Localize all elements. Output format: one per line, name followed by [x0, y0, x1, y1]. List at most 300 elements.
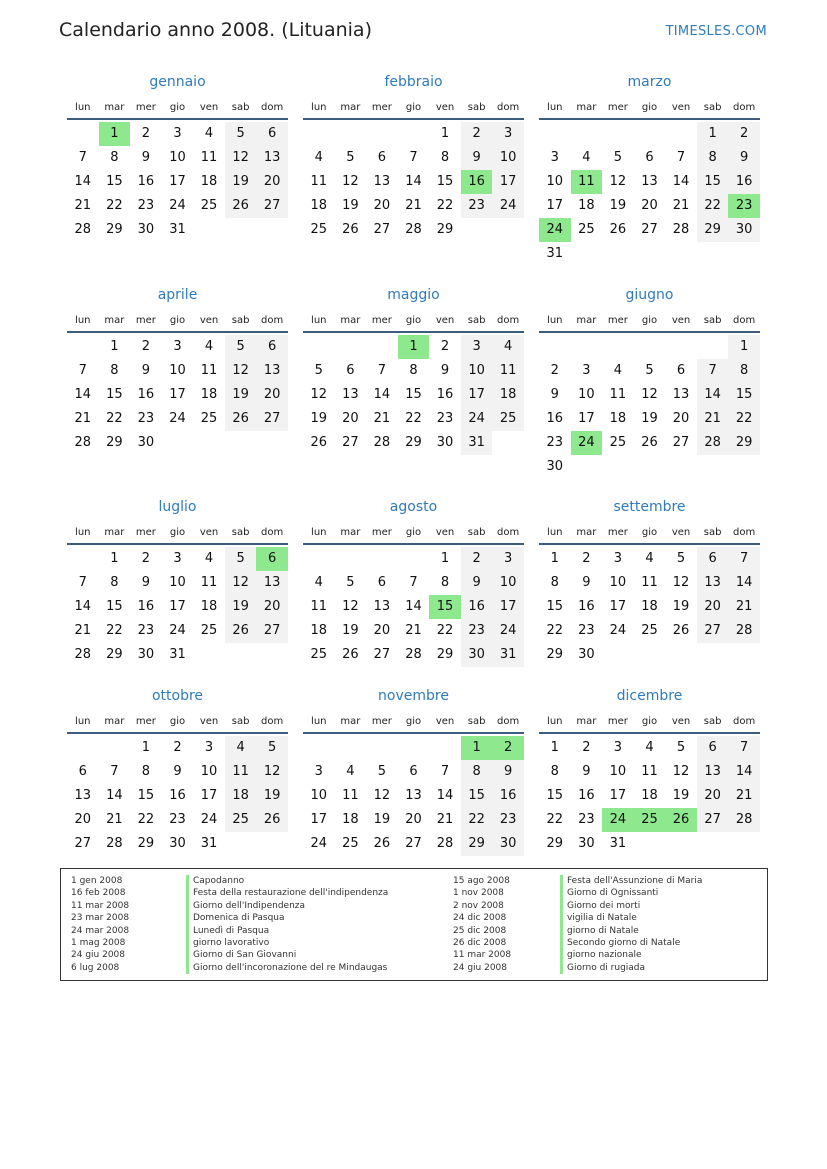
day-cell[interactable]: 14: [728, 571, 760, 595]
day-cell[interactable]: 1: [550, 551, 559, 566]
day-cell[interactable]: 23: [578, 623, 595, 638]
day-cell[interactable]: 3: [492, 122, 524, 146]
day-cell[interactable]: 25: [200, 198, 218, 213]
day-cell[interactable]: 8: [110, 150, 119, 165]
day-cell[interactable]: 3: [461, 335, 493, 359]
day-cell[interactable]: 10: [578, 387, 595, 402]
day-cell[interactable]: 17: [578, 411, 595, 426]
day-cell[interactable]: 30: [546, 459, 564, 474]
day-cell[interactable]: 10: [492, 146, 524, 170]
day-cell[interactable]: 2: [461, 122, 493, 146]
day-cell[interactable]: 1: [440, 551, 450, 566]
day-cell[interactable]: 13: [672, 387, 690, 402]
day-cell[interactable]: 25: [634, 808, 666, 832]
day-cell[interactable]: 9: [492, 760, 524, 784]
day-cell[interactable]: 2: [141, 339, 151, 354]
day-cell[interactable]: 16: [169, 788, 186, 803]
day-cell[interactable]: 1: [110, 551, 119, 566]
day-cell[interactable]: 1: [728, 335, 760, 359]
day-cell[interactable]: 31: [609, 836, 627, 851]
day-cell[interactable]: 21: [405, 198, 422, 213]
day-cell[interactable]: 24: [169, 198, 186, 213]
day-cell[interactable]: 26: [373, 836, 391, 851]
day-cell[interactable]: 29: [137, 836, 155, 851]
day-cell[interactable]: 11: [310, 599, 328, 614]
day-cell[interactable]: 3: [204, 740, 214, 755]
day-cell[interactable]: 14: [436, 788, 454, 803]
day-cell[interactable]: 16: [436, 387, 454, 402]
day-cell[interactable]: 30: [137, 435, 155, 450]
day-cell[interactable]: 17: [609, 788, 627, 803]
day-cell[interactable]: 27: [342, 435, 359, 450]
day-cell[interactable]: 23: [137, 623, 155, 638]
day-cell[interactable]: 1: [141, 740, 151, 755]
day-cell[interactable]: 26: [225, 194, 257, 218]
day-cell[interactable]: 27: [256, 407, 288, 431]
day-cell[interactable]: 31: [169, 222, 186, 237]
day-cell[interactable]: 5: [225, 547, 257, 571]
day-cell[interactable]: 3: [613, 740, 623, 755]
day-cell[interactable]: 13: [641, 174, 658, 189]
day-cell[interactable]: 27: [405, 836, 422, 851]
day-cell[interactable]: 6: [346, 363, 355, 378]
day-cell[interactable]: 28: [74, 647, 92, 662]
day-cell[interactable]: 2: [728, 122, 760, 146]
day-cell[interactable]: 1: [697, 122, 729, 146]
day-cell[interactable]: 13: [405, 788, 422, 803]
day-cell[interactable]: 4: [204, 339, 214, 354]
day-cell[interactable]: 11: [200, 150, 218, 165]
day-cell[interactable]: 18: [200, 174, 218, 189]
day-cell[interactable]: 4: [582, 150, 591, 165]
day-cell[interactable]: 8: [141, 764, 151, 779]
day-cell[interactable]: 17: [310, 812, 328, 827]
day-cell[interactable]: 17: [492, 595, 524, 619]
day-cell[interactable]: 3: [582, 363, 591, 378]
day-cell[interactable]: 5: [346, 575, 355, 590]
day-cell[interactable]: 9: [141, 575, 151, 590]
day-cell[interactable]: 6: [697, 736, 729, 760]
day-cell[interactable]: 13: [256, 571, 288, 595]
day-cell[interactable]: 29: [106, 435, 123, 450]
day-cell[interactable]: 22: [546, 812, 564, 827]
day-cell[interactable]: 14: [373, 387, 391, 402]
day-cell[interactable]: 20: [342, 411, 359, 426]
day-cell[interactable]: 12: [641, 387, 658, 402]
day-cell[interactable]: 22: [728, 407, 760, 431]
day-cell[interactable]: 14: [405, 599, 422, 614]
day-cell[interactable]: 14: [74, 387, 92, 402]
day-cell[interactable]: 17: [546, 198, 564, 213]
day-cell[interactable]: 22: [405, 411, 422, 426]
day-cell[interactable]: 20: [697, 784, 729, 808]
day-cell[interactable]: 18: [310, 198, 328, 213]
day-cell[interactable]: 29: [436, 647, 454, 662]
day-cell[interactable]: 23: [578, 812, 595, 827]
day-cell[interactable]: 7: [78, 575, 87, 590]
day-cell[interactable]: 13: [373, 599, 391, 614]
day-cell[interactable]: 14: [74, 599, 92, 614]
day-cell[interactable]: 6: [676, 363, 686, 378]
day-cell[interactable]: 27: [373, 647, 391, 662]
day-cell[interactable]: 6: [78, 764, 87, 779]
day-cell[interactable]: 6: [377, 150, 387, 165]
day-cell[interactable]: 30: [169, 836, 186, 851]
day-cell[interactable]: 2: [492, 736, 524, 760]
day-cell[interactable]: 5: [346, 150, 355, 165]
day-cell[interactable]: 21: [106, 812, 123, 827]
day-cell[interactable]: 2: [550, 363, 559, 378]
day-cell[interactable]: 24: [169, 411, 186, 426]
day-cell[interactable]: 24: [169, 623, 186, 638]
day-cell[interactable]: 27: [256, 619, 288, 643]
day-cell[interactable]: 12: [672, 575, 690, 590]
day-cell[interactable]: 1: [461, 736, 493, 760]
day-cell[interactable]: 26: [342, 222, 359, 237]
day-cell[interactable]: 27: [256, 194, 288, 218]
day-cell[interactable]: 28: [405, 222, 422, 237]
day-cell[interactable]: 8: [409, 363, 418, 378]
day-cell[interactable]: 8: [110, 575, 119, 590]
day-cell[interactable]: 12: [225, 571, 257, 595]
day-cell[interactable]: 28: [697, 431, 729, 455]
day-cell[interactable]: 30: [461, 643, 493, 667]
day-cell[interactable]: 12: [225, 146, 257, 170]
day-cell[interactable]: 22: [546, 623, 564, 638]
day-cell[interactable]: 11: [492, 359, 524, 383]
day-cell[interactable]: 17: [200, 788, 218, 803]
day-cell[interactable]: 23: [461, 194, 493, 218]
day-cell[interactable]: 21: [697, 407, 729, 431]
day-cell[interactable]: 28: [436, 836, 454, 851]
day-cell[interactable]: 10: [546, 174, 564, 189]
day-cell[interactable]: 20: [405, 812, 422, 827]
day-cell[interactable]: 8: [440, 575, 450, 590]
day-cell[interactable]: 19: [256, 784, 288, 808]
day-cell[interactable]: 15: [106, 387, 123, 402]
day-cell[interactable]: 16: [461, 170, 493, 194]
day-cell[interactable]: 16: [137, 599, 155, 614]
day-cell[interactable]: 18: [641, 788, 658, 803]
day-cell[interactable]: 26: [665, 808, 697, 832]
day-cell[interactable]: 7: [697, 359, 729, 383]
day-cell[interactable]: 12: [672, 764, 690, 779]
day-cell[interactable]: 2: [582, 551, 591, 566]
day-cell[interactable]: 13: [256, 359, 288, 383]
day-cell[interactable]: 18: [342, 812, 359, 827]
day-cell[interactable]: 26: [672, 623, 690, 638]
day-cell[interactable]: 17: [609, 599, 627, 614]
day-cell[interactable]: 10: [609, 575, 627, 590]
day-cell[interactable]: 25: [225, 808, 257, 832]
day-cell[interactable]: 12: [609, 174, 627, 189]
day-cell[interactable]: 10: [169, 575, 186, 590]
day-cell[interactable]: 4: [204, 126, 214, 141]
day-cell[interactable]: 29: [106, 222, 123, 237]
day-cell[interactable]: 28: [74, 435, 92, 450]
day-cell[interactable]: 18: [609, 411, 627, 426]
day-cell[interactable]: 14: [672, 174, 690, 189]
day-cell[interactable]: 9: [582, 575, 591, 590]
day-cell[interactable]: 4: [492, 335, 524, 359]
day-cell[interactable]: 27: [373, 222, 391, 237]
day-cell[interactable]: 6: [377, 575, 387, 590]
day-cell[interactable]: 31: [169, 647, 186, 662]
day-cell[interactable]: 23: [137, 198, 155, 213]
day-cell[interactable]: 1: [398, 335, 430, 359]
day-cell[interactable]: 18: [492, 383, 524, 407]
day-cell[interactable]: 16: [492, 784, 524, 808]
day-cell[interactable]: 6: [409, 764, 418, 779]
day-cell[interactable]: 25: [200, 411, 218, 426]
day-cell[interactable]: 20: [672, 411, 690, 426]
day-cell[interactable]: 19: [225, 383, 257, 407]
day-cell[interactable]: 10: [310, 788, 328, 803]
day-cell[interactable]: 17: [169, 599, 186, 614]
day-cell[interactable]: 10: [609, 764, 627, 779]
day-cell[interactable]: 9: [141, 363, 151, 378]
day-cell[interactable]: 5: [314, 363, 323, 378]
day-cell[interactable]: 3: [492, 547, 524, 571]
day-cell[interactable]: 15: [728, 383, 760, 407]
day-cell[interactable]: 27: [672, 435, 690, 450]
day-cell[interactable]: 16: [728, 170, 760, 194]
day-cell[interactable]: 25: [200, 623, 218, 638]
day-cell[interactable]: 31: [546, 246, 564, 261]
day-cell[interactable]: 3: [173, 551, 182, 566]
day-cell[interactable]: 30: [492, 832, 524, 856]
day-cell[interactable]: 8: [440, 150, 450, 165]
day-cell[interactable]: 9: [550, 387, 559, 402]
day-cell[interactable]: 15: [405, 387, 422, 402]
day-cell[interactable]: 26: [225, 619, 257, 643]
day-cell[interactable]: 25: [641, 623, 658, 638]
day-cell[interactable]: 7: [409, 150, 418, 165]
day-cell[interactable]: 15: [436, 174, 454, 189]
day-cell[interactable]: 4: [314, 150, 323, 165]
day-cell[interactable]: 21: [672, 198, 690, 213]
day-cell[interactable]: 7: [728, 736, 760, 760]
day-cell[interactable]: 14: [728, 760, 760, 784]
day-cell[interactable]: 21: [74, 623, 92, 638]
day-cell[interactable]: 7: [110, 764, 119, 779]
day-cell[interactable]: 12: [225, 359, 257, 383]
day-cell[interactable]: 25: [342, 836, 359, 851]
day-cell[interactable]: 25: [492, 407, 524, 431]
day-cell[interactable]: 11: [641, 575, 658, 590]
day-cell[interactable]: 25: [310, 222, 328, 237]
day-cell[interactable]: 6: [645, 150, 654, 165]
day-cell[interactable]: 5: [225, 335, 257, 359]
day-cell[interactable]: 9: [141, 150, 151, 165]
day-cell[interactable]: 24: [461, 407, 493, 431]
day-cell[interactable]: 11: [310, 174, 328, 189]
day-cell[interactable]: 16: [578, 599, 595, 614]
day-cell[interactable]: 28: [106, 836, 123, 851]
day-cell[interactable]: 20: [256, 170, 288, 194]
day-cell[interactable]: 4: [204, 551, 214, 566]
day-cell[interactable]: 15: [106, 599, 123, 614]
day-cell[interactable]: 8: [550, 764, 559, 779]
day-cell[interactable]: 10: [461, 359, 493, 383]
day-cell[interactable]: 9: [728, 146, 760, 170]
day-cell[interactable]: 16: [546, 411, 564, 426]
day-cell[interactable]: 27: [697, 808, 729, 832]
day-cell[interactable]: 8: [461, 760, 493, 784]
day-cell[interactable]: 5: [645, 363, 654, 378]
day-cell[interactable]: 7: [728, 547, 760, 571]
day-cell[interactable]: 26: [342, 647, 359, 662]
day-cell[interactable]: 30: [578, 647, 595, 662]
day-cell[interactable]: 15: [461, 784, 493, 808]
day-cell[interactable]: 10: [200, 764, 218, 779]
day-cell[interactable]: 7: [377, 363, 387, 378]
day-cell[interactable]: 20: [256, 595, 288, 619]
day-cell[interactable]: 18: [200, 387, 218, 402]
day-cell[interactable]: 18: [225, 784, 257, 808]
day-cell[interactable]: 4: [645, 740, 654, 755]
day-cell[interactable]: 12: [373, 788, 391, 803]
day-cell[interactable]: 20: [74, 812, 92, 827]
day-cell[interactable]: 24: [492, 619, 524, 643]
day-cell[interactable]: 30: [728, 218, 760, 242]
day-cell[interactable]: 7: [409, 575, 418, 590]
day-cell[interactable]: 28: [74, 222, 92, 237]
day-cell[interactable]: 6: [256, 547, 288, 571]
day-cell[interactable]: 17: [169, 387, 186, 402]
day-cell[interactable]: 1: [550, 740, 559, 755]
day-cell[interactable]: 11: [571, 170, 603, 194]
day-cell[interactable]: 12: [342, 599, 359, 614]
day-cell[interactable]: 17: [169, 174, 186, 189]
day-cell[interactable]: 4: [645, 551, 654, 566]
day-cell[interactable]: 6: [697, 547, 729, 571]
day-cell[interactable]: 8: [728, 359, 760, 383]
day-cell[interactable]: 15: [546, 599, 564, 614]
day-cell[interactable]: 11: [225, 760, 257, 784]
day-cell[interactable]: 15: [697, 170, 729, 194]
day-cell[interactable]: 29: [697, 218, 729, 242]
day-cell[interactable]: 19: [342, 623, 359, 638]
day-cell[interactable]: 22: [137, 812, 155, 827]
day-cell[interactable]: 24: [539, 218, 571, 242]
day-cell[interactable]: 3: [314, 764, 323, 779]
day-cell[interactable]: 18: [641, 599, 658, 614]
day-cell[interactable]: 2: [141, 126, 151, 141]
day-cell[interactable]: 7: [78, 150, 87, 165]
day-cell[interactable]: 25: [310, 647, 328, 662]
day-cell[interactable]: 10: [169, 150, 186, 165]
day-cell[interactable]: 6: [256, 122, 288, 146]
day-cell[interactable]: 29: [436, 222, 454, 237]
day-cell[interactable]: 14: [106, 788, 123, 803]
day-cell[interactable]: 3: [550, 150, 559, 165]
day-cell[interactable]: 22: [697, 194, 729, 218]
day-cell[interactable]: 19: [609, 198, 627, 213]
day-cell[interactable]: 9: [461, 571, 493, 595]
day-cell[interactable]: 12: [342, 174, 359, 189]
day-cell[interactable]: 29: [461, 832, 493, 856]
day-cell[interactable]: 13: [697, 760, 729, 784]
day-cell[interactable]: 5: [377, 764, 387, 779]
day-cell[interactable]: 15: [137, 788, 155, 803]
day-cell[interactable]: 15: [429, 595, 461, 619]
day-cell[interactable]: 9: [440, 363, 450, 378]
day-cell[interactable]: 9: [582, 764, 591, 779]
day-cell[interactable]: 31: [492, 643, 524, 667]
day-cell[interactable]: 2: [582, 740, 591, 755]
day-cell[interactable]: 19: [310, 411, 328, 426]
day-cell[interactable]: 19: [672, 788, 690, 803]
day-cell[interactable]: 18: [200, 599, 218, 614]
day-cell[interactable]: 26: [609, 222, 627, 237]
day-cell[interactable]: 19: [225, 595, 257, 619]
day-cell[interactable]: 23: [492, 808, 524, 832]
day-cell[interactable]: 1: [99, 122, 131, 146]
day-cell[interactable]: 31: [200, 836, 218, 851]
day-cell[interactable]: 19: [373, 812, 391, 827]
day-cell[interactable]: 28: [405, 647, 422, 662]
day-cell[interactable]: 31: [461, 431, 493, 455]
day-cell[interactable]: 23: [436, 411, 454, 426]
day-cell[interactable]: 23: [728, 194, 760, 218]
day-cell[interactable]: 14: [74, 174, 92, 189]
day-cell[interactable]: 20: [373, 623, 391, 638]
day-cell[interactable]: 12: [256, 760, 288, 784]
day-cell[interactable]: 5: [613, 150, 623, 165]
day-cell[interactable]: 28: [672, 222, 690, 237]
day-cell[interactable]: 13: [697, 571, 729, 595]
day-cell[interactable]: 8: [697, 146, 729, 170]
day-cell[interactable]: 17: [492, 170, 524, 194]
day-cell[interactable]: 4: [314, 575, 323, 590]
day-cell[interactable]: 16: [461, 595, 493, 619]
day-cell[interactable]: 15: [546, 788, 564, 803]
day-cell[interactable]: 11: [342, 788, 359, 803]
day-cell[interactable]: 22: [436, 623, 454, 638]
day-cell[interactable]: 2: [173, 740, 182, 755]
day-cell[interactable]: 20: [641, 198, 658, 213]
day-cell[interactable]: 29: [546, 647, 564, 662]
day-cell[interactable]: 26: [641, 435, 658, 450]
day-cell[interactable]: 18: [578, 198, 595, 213]
day-cell[interactable]: 8: [550, 575, 559, 590]
day-cell[interactable]: 22: [106, 198, 123, 213]
day-cell[interactable]: 11: [609, 387, 627, 402]
day-cell[interactable]: 19: [641, 411, 658, 426]
day-cell[interactable]: 11: [200, 575, 218, 590]
day-cell[interactable]: 10: [492, 571, 524, 595]
day-cell[interactable]: 15: [106, 174, 123, 189]
day-cell[interactable]: 17: [461, 383, 493, 407]
day-cell[interactable]: 4: [613, 363, 623, 378]
day-cell[interactable]: 23: [461, 619, 493, 643]
day-cell[interactable]: 21: [728, 595, 760, 619]
day-cell[interactable]: 3: [173, 339, 182, 354]
day-cell[interactable]: 8: [110, 363, 119, 378]
day-cell[interactable]: 28: [373, 435, 391, 450]
day-cell[interactable]: 25: [578, 222, 595, 237]
day-cell[interactable]: 2: [461, 547, 493, 571]
day-cell[interactable]: 20: [373, 198, 391, 213]
day-cell[interactable]: 3: [173, 126, 182, 141]
day-cell[interactable]: 18: [310, 623, 328, 638]
day-cell[interactable]: 13: [373, 174, 391, 189]
day-cell[interactable]: 26: [225, 407, 257, 431]
day-cell[interactable]: 4: [346, 764, 355, 779]
day-cell[interactable]: 26: [256, 808, 288, 832]
day-cell[interactable]: 3: [613, 551, 623, 566]
